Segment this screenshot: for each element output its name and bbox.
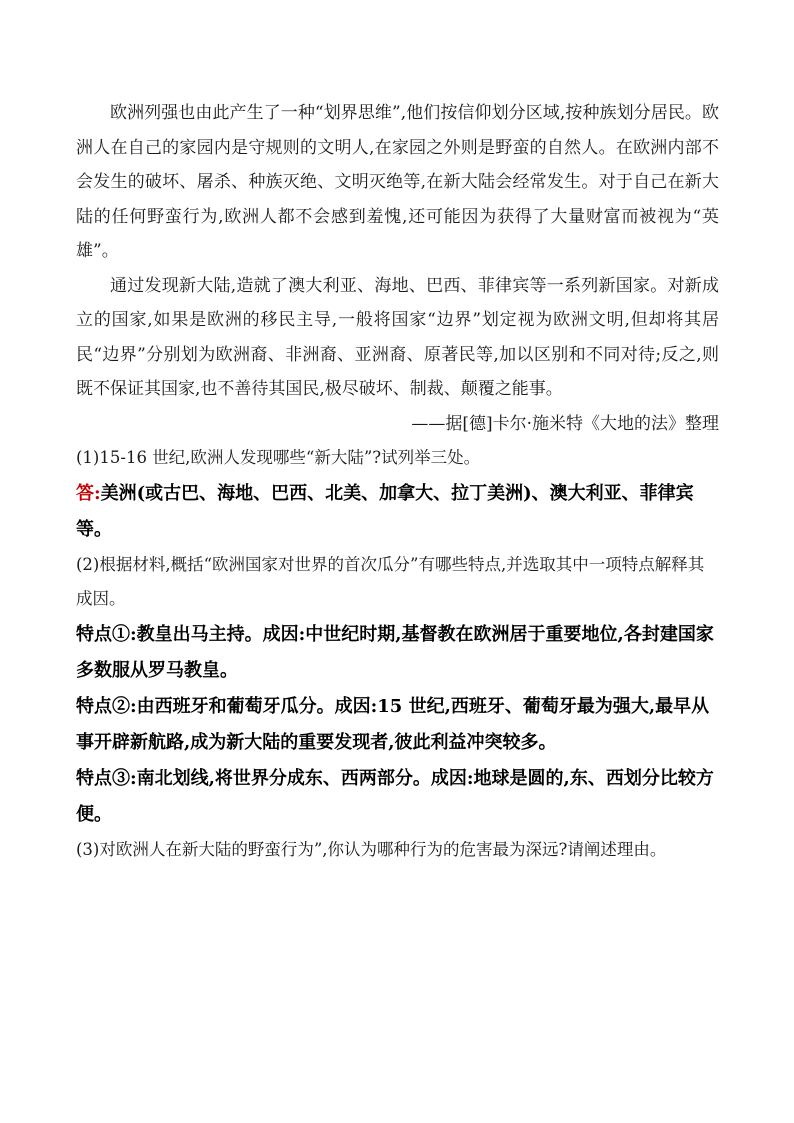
answer-1-text: 美洲(或古巴、海地、巴西、北美、加拿大、拉丁美洲)、澳大利亚、菲律宾等。 <box>76 482 694 540</box>
document-page <box>76 96 719 867</box>
answer-2-feature-2: 特点②:由西班牙和葡萄牙瓜分。成因:15 世纪,西班牙、葡萄牙最为强大,最早从事开辟新航路,成为新大陆的重要发现者,彼此利益冲突较多。 <box>76 695 710 753</box>
material-source: ——据[德]卡尔·施米特《大地的法》整理 <box>411 413 719 434</box>
material-paragraph-1: 欧洲列强也由此产生了一种“划界思维”,他们按信仰划分区域,按种族划分居民。欧洲人在自己的家园内是守规则的文明人,在家园之外则是野蛮的自然人。在欧洲内部不会发生的破坏、屠杀、种族灭绝、文明灭绝等,在新大陆会经常发生。对于自己在新大陆的任何野蛮行为,欧洲人都不会感到羞愧,还可能因为获得了大量财富而被视为“英雄”。 <box>76 103 719 261</box>
question-3: (3)对欧洲人在新大陆的野蛮行为”,你认为哪种行为的危害最为深远?请阐述理由。 <box>76 839 667 859</box>
question-1: (1)15-16 世纪,欧洲人发现哪些“新大陆”?试列举三处。 <box>76 448 481 467</box>
material-paragraph-2: 通过发现新大陆,造就了澳大利亚、海地、巴西、菲律宾等一系列新国家。对新成立的国家,如果是欧洲的移民主导,一般将国家“边界”划定视为欧洲文明,但却将其居民“边界”分别划为欧洲裔、非洲裔、亚洲裔、原著民等,加以区别和不同对待;反之,则既不保证其国家,也不善待其国民,极尽破坏、制裁、颠覆之能事。 <box>76 275 719 399</box>
question-2: (2)根据材料,概括“欧洲国家对世界的首次瓜分”有哪些特点,并选取其中一项特点解释其成因。 <box>76 554 705 608</box>
answer-2-feature-3: 特点③:南北划线,将世界分成东、西两部分。成因:地球是圆的,东、西划分比较方便。 <box>76 767 714 825</box>
answer-1 <box>76 476 719 548</box>
answer-tag: 答: <box>76 482 101 504</box>
answer-2-feature-1: 特点①:教皇出马主持。成因:中世纪时期,基督教在欧洲居于重要地位,各封建国家多数服从罗马教皇。 <box>76 623 714 681</box>
